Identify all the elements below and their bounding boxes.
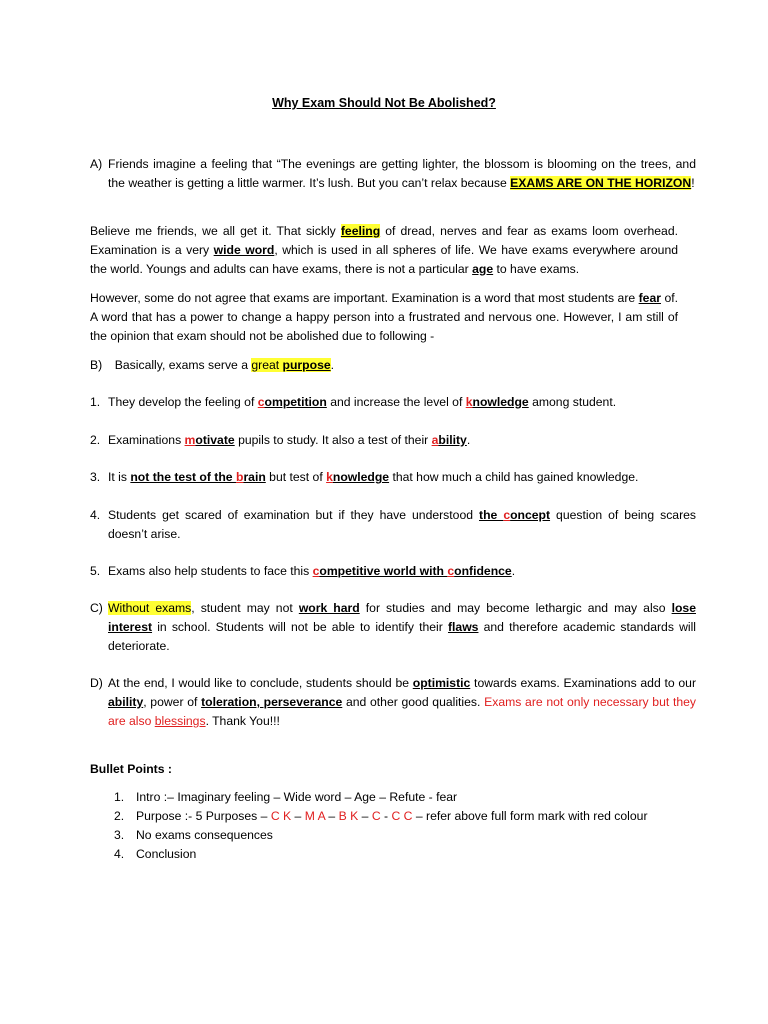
list-item: 5. Exams also help students to face this competitive world with confidence. (90, 564, 516, 578)
keyword: age (472, 262, 494, 276)
highlight-text: purpose (282, 358, 331, 372)
list-item: 4. Students get scared of examination but if they have understood the concept question of being scares doesn’t arise. (90, 508, 697, 541)
list-item: 2. Examinations motivate pupils to study. It also a test of their ability. (90, 433, 471, 447)
section-a: A) Friends imagine a feeling that “The evenings are getting lighter, the blossom is blooming on the trees, and the weather is getting a little warmer. It’s lush. But you can’t relax because EXAMS ARE ON THE HORIZON! (90, 157, 696, 190)
list-item: 1. They develop the feeling of competition and increase the level of knowledge among student. (90, 395, 617, 409)
section-label: D) (90, 676, 103, 690)
highlight-text: Without exams (108, 601, 192, 615)
list-item: 3. It is not the test of the brain but test of knowledge that how much a child has gained knowledge. (90, 470, 639, 484)
paragraph-believe: Believe me friends, we all get it. That sickly feeling of dread, nerves and fear as exams loom overhead. Examination is a very wide word, which is used in all spheres of life. We have exams everywhere around the world. Youngs and adults can have exams, there is not a particular age to have exams. (90, 224, 679, 276)
keyword: fear (638, 291, 661, 305)
keyword: feeling (340, 224, 381, 238)
bullet-heading: Bullet Points : (90, 762, 172, 776)
paragraph-however: However, some do not agree that exams are important. Examination is a word that most students are fear of. A word that has a power to change a happy person into a frustrated and nervous one. However, I am still of the opinion that exam should not be abolished due to following - (90, 291, 678, 343)
section-c: C) Without exams, student may not work hard for studies and may become lethargic and may also lose interest in school. Students will not be able to identify their flaws and therefore academic standards will deteriorate. (90, 601, 696, 653)
bullet-item: 4. Conclusion (114, 847, 197, 861)
section-label: A) (90, 157, 103, 171)
section-label: B) (90, 358, 103, 372)
bullet-item: 2. Purpose :- 5 Purposes – C K – M A – B K – C - C C – refer above full form mark with red colour (114, 809, 648, 823)
section-b: B) Basically, exams serve a great purpose. (90, 356, 678, 375)
section-d: D) At the end, I would like to conclude, students should be optimistic towards exams. Examinations add to our ability, power of toleration, perseverance and other good qualities. Exams are not only necessary but they are also blessings. Thank You!!! (90, 676, 696, 728)
keyword: wide word (213, 243, 275, 257)
bullet-item: 1. Intro :– Imaginary feeling – Wide word – Age – Refute - fear (114, 790, 458, 804)
highlight-text: EXAMS ARE ON THE HORIZON (510, 176, 692, 190)
bullet-item: 3. No exams consequences (114, 828, 273, 842)
section-label: C) (90, 601, 103, 615)
highlight-text: great (251, 358, 283, 372)
page-title: Why Exam Should Not Be Abolished? (272, 96, 496, 110)
